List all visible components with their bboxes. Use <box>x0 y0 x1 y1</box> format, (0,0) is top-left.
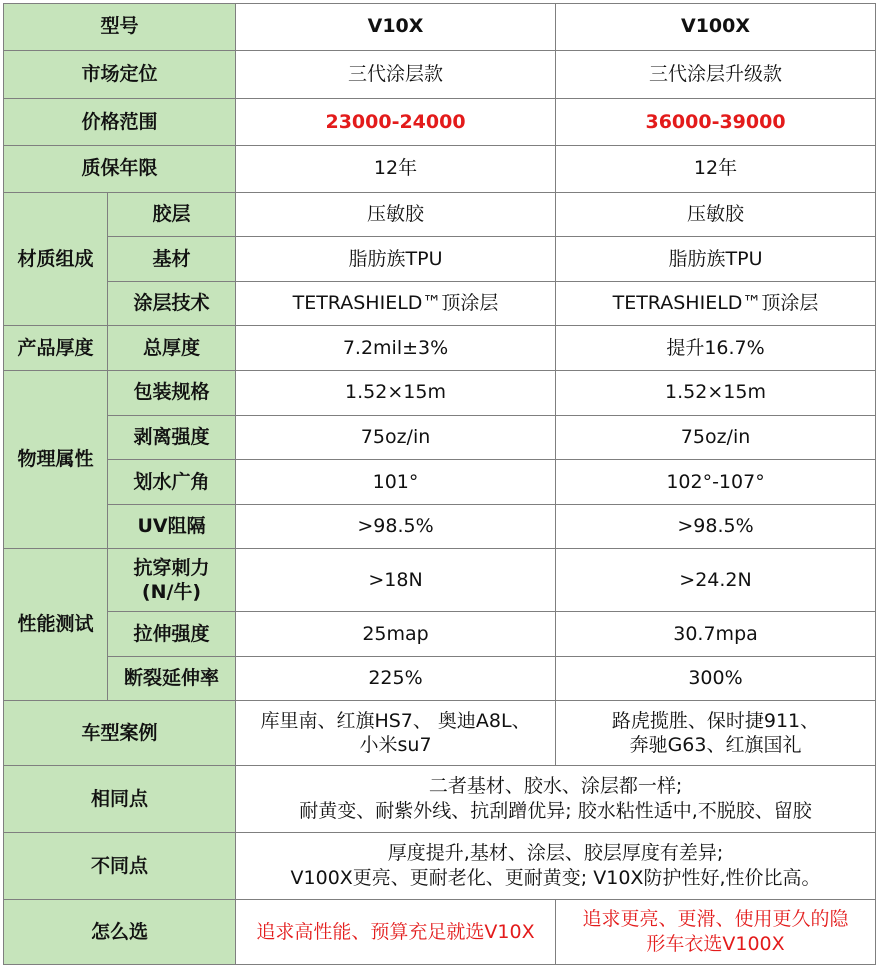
thickness-group-label: 产品厚度 <box>4 326 108 371</box>
price-label: 价格范围 <box>4 99 236 146</box>
elongation-row <box>4 656 876 701</box>
price-row <box>4 99 876 146</box>
coating-label: 涂层技术 <box>108 281 236 326</box>
diff-label: 不同点 <box>4 833 236 900</box>
v100x-header: V100X <box>556 4 876 51</box>
cases-v100x-line2: 奔驰G63、红旗国礼 <box>629 734 802 757</box>
angle-label: 划水广角 <box>108 460 236 505</box>
material-group-label: 材质组成 <box>4 192 108 326</box>
same-line2: 耐黄变、耐紫外线、抗刮蹭优异; 胶水粘性适中,不脱胶、留胶 <box>299 800 812 823</box>
market-row <box>4 50 876 99</box>
warranty-v100x: 12年 <box>556 145 876 192</box>
choose-v100x-line2: 形车衣选V100X <box>646 932 785 955</box>
uv-v10x: >98.5% <box>236 504 556 549</box>
cases-v10x <box>236 701 556 766</box>
choose-v100x <box>556 899 876 964</box>
elongation-label: 断裂延伸率 <box>108 656 236 701</box>
same-row <box>4 766 876 833</box>
v10x-header: V10X <box>236 4 556 51</box>
package-row <box>4 370 876 415</box>
total-thickness-v10x: 7.2mil±3% <box>236 326 556 371</box>
market-v100x: 三代涂层升级款 <box>556 50 876 99</box>
substrate-v10x: 脂肪族TPU <box>236 237 556 282</box>
angle-row <box>4 460 876 505</box>
cases-label: 车型案例 <box>4 701 236 766</box>
puncture-v100x: >24.2N <box>556 549 876 612</box>
puncture-row <box>4 549 876 612</box>
substrate-row <box>4 237 876 282</box>
coating-v10x: TETRASHIELD™顶涂层 <box>236 281 556 326</box>
tensile-v100x: 30.7mpa <box>556 612 876 657</box>
market-v10x: 三代涂层款 <box>236 50 556 99</box>
adhesive-label: 胶层 <box>108 192 236 237</box>
tensile-v10x: 25map <box>236 612 556 657</box>
uv-row <box>4 504 876 549</box>
choose-row <box>4 899 876 964</box>
cases-v100x-line1: 路虎揽胜、保时捷911、 <box>611 709 820 732</box>
comparison-table <box>3 3 876 965</box>
cases-v100x <box>556 701 876 766</box>
package-label: 包装规格 <box>108 370 236 415</box>
angle-v100x: 102°-107° <box>556 460 876 505</box>
price-v100x: 36000-39000 <box>556 99 876 146</box>
puncture-label <box>108 549 236 612</box>
performance-group-label: 性能测试 <box>4 549 108 701</box>
uv-label: UV阻隔 <box>108 504 236 549</box>
cases-v10x-line2: 小米su7 <box>359 734 432 757</box>
diff-line1: 厚度提升,基材、涂层、胶层厚度有差异; <box>387 842 724 865</box>
diff-content <box>236 833 876 900</box>
model-label: 型号 <box>4 4 236 51</box>
price-v10x: 23000-24000 <box>236 99 556 146</box>
peel-v100x: 75oz/in <box>556 415 876 460</box>
header-row <box>4 4 876 51</box>
warranty-row <box>4 145 876 192</box>
coating-v100x: TETRASHIELD™顶涂层 <box>556 281 876 326</box>
tensile-label: 拉伸强度 <box>108 612 236 657</box>
substrate-label: 基材 <box>108 237 236 282</box>
puncture-label-line1: 抗穿刺力 <box>133 556 210 579</box>
uv-v100x: >98.5% <box>556 504 876 549</box>
market-label: 市场定位 <box>4 50 236 99</box>
elongation-v10x: 225% <box>236 656 556 701</box>
same-content <box>236 766 876 833</box>
diff-row <box>4 833 876 900</box>
angle-v10x: 101° <box>236 460 556 505</box>
choose-v100x-line1: 追求更亮、更滑、使用更久的隐 <box>582 908 849 931</box>
cases-row <box>4 701 876 766</box>
elongation-v100x: 300% <box>556 656 876 701</box>
warranty-v10x: 12年 <box>236 145 556 192</box>
tensile-row <box>4 612 876 657</box>
total-thickness-label: 总厚度 <box>108 326 236 371</box>
adhesive-v100x: 压敏胶 <box>556 192 876 237</box>
puncture-v10x: >18N <box>236 549 556 612</box>
warranty-label: 质保年限 <box>4 145 236 192</box>
substrate-v100x: 脂肪族TPU <box>556 237 876 282</box>
choose-v10x: 追求高性能、预算充足就选V10X <box>236 899 556 964</box>
cases-v10x-line1: 库里南、红旗HS7、 奥迪A8L、 <box>260 709 531 732</box>
puncture-label-line2: (N/牛) <box>141 581 202 604</box>
peel-label: 剥离强度 <box>108 415 236 460</box>
same-line1: 二者基材、胶水、涂层都一样; <box>428 775 683 798</box>
package-v100x: 1.52×15m <box>556 370 876 415</box>
choose-label: 怎么选 <box>4 899 236 964</box>
peel-v10x: 75oz/in <box>236 415 556 460</box>
package-v10x: 1.52×15m <box>236 370 556 415</box>
same-label: 相同点 <box>4 766 236 833</box>
coating-row <box>4 281 876 326</box>
physical-group-label: 物理属性 <box>4 370 108 548</box>
adhesive-v10x: 压敏胶 <box>236 192 556 237</box>
peel-row <box>4 415 876 460</box>
adhesive-row <box>4 192 876 237</box>
thickness-row <box>4 326 876 371</box>
diff-line2: V100X更亮、更耐老化、更耐黄变; V10X防护性好,性价比高。 <box>290 867 821 890</box>
total-thickness-v100x: 提升16.7% <box>556 326 876 371</box>
